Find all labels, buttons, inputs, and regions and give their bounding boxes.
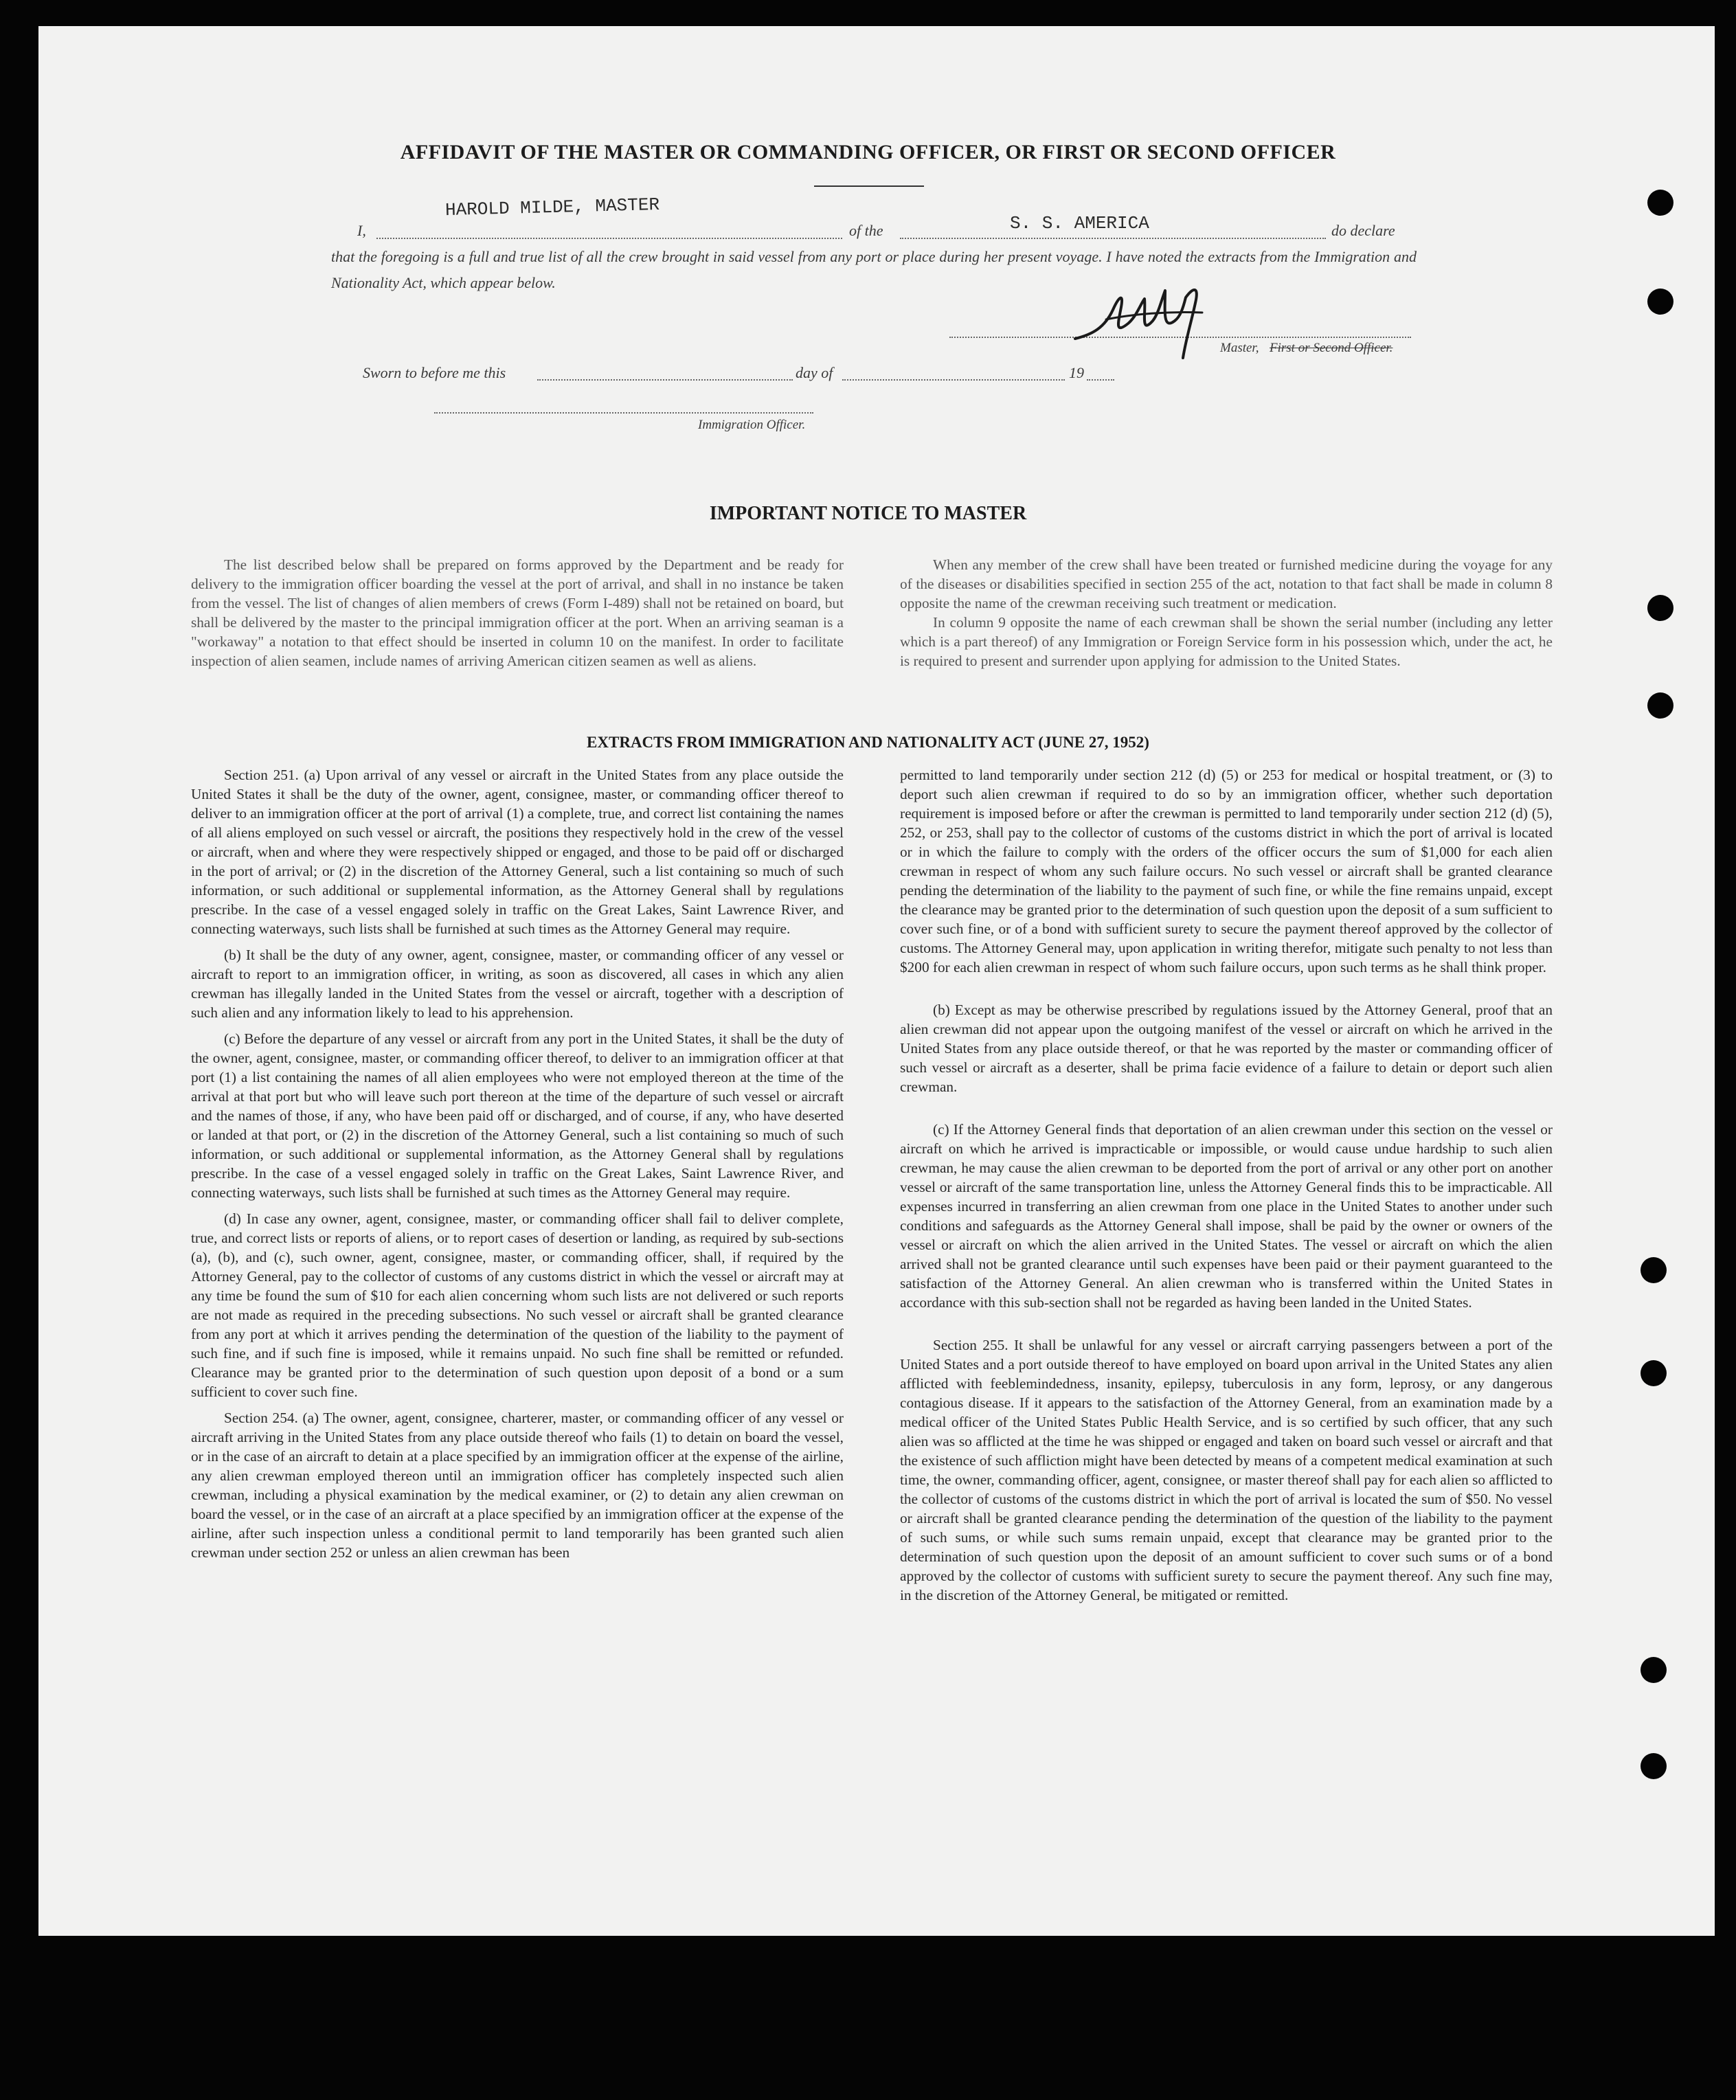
- notice-right-paragraph-1: When any member of the crew shall have been treated or furnished medicine during the voyage for any of the diseases or disabilities specified in section 255 of the act, notation to that fact shall be made in column 8 opposite the name of the crewman receiving such treatment or medication.: [900, 556, 1553, 611]
- signature-caption-struck: First or Second Officer.: [1270, 341, 1393, 355]
- vessel-name: S. S. AMERICA: [1010, 213, 1149, 234]
- punch-hole: [1641, 1657, 1667, 1683]
- notice-left-paragraph: The list described below shall be prepared on forms approved by the Department and be ready for delivery to the immigration officer boarding the vessel at the port of arrival, and shall in no instance be taken from the vessel. The list of changes of alien members of crews (Form I-489) shall not be retained on board, but shall be delivered by the master to the principal immigration officer at the port. When an arriving seaman is a "workaway" a notation to that effect should be inserted in column 10 on the manifest. In order to facilitate inspection of alien seamen, include names of arriving American citizen seamen as well as aliens.: [191, 556, 844, 669]
- title-underline: [814, 185, 924, 187]
- notice-right-column: [900, 555, 1553, 677]
- extracts-title: EXTRACTS FROM IMMIGRATION AND NATIONALITY ACT (JUNE 27, 1952): [587, 734, 1149, 751]
- sworn-month-line: [842, 363, 1065, 381]
- section-254-b: (b) Except as may be otherwise prescribed by regulations issued by the Attorney General, proof that an alien crewman did not appear upon the outgoing manifest of the vessel or aircraft on which he arrived in the United States from any place outside thereof, or that he was reported by the master or commanding officer of such vessel or aircraft as a deserter, shall be prima facie evidence of a failure to detain or deport such alien crewman.: [900, 1002, 1553, 1095]
- do-declare-label: do declare: [1331, 222, 1395, 239]
- year-prefix: 19: [1069, 364, 1084, 381]
- section-254-a: Section 254. (a) The owner, agent, consignee, charterer, master, or commanding officer of any vessel or aircraft arriving in the United States from any place outside thereof who fails (1) to detain on board the vessel, or in the case of an aircraft to detain at a place specified by an immigration officer at the expense of the airline, any alien crewman employed thereon until an immigration officer has completely inspected such alien crewman, including a physical examination by the medical examiner, or (2) to detain any alien crewman on board the vessel, or in the case of an aircraft at a place specified by an immigration officer at the expense of the airline, after such inspection unless a conditional permit to land temporarily has been granted such alien crewman under section 252 or unless an alien crewman has been: [191, 1410, 844, 1561]
- punch-hole: [1647, 595, 1673, 621]
- punch-hole: [1641, 1257, 1667, 1283]
- notice-title: IMPORTANT NOTICE TO MASTER: [709, 503, 1027, 524]
- declaration-text: that the foregoing is a full and true list of all the crew brought in said vessel from any port or place during her present voyage. I have noted the extracts from the Immigration and Nationality Act, which appear below.: [331, 248, 1417, 291]
- signature-caption-prefix: Master,: [1220, 341, 1259, 355]
- section-254-c: (c) If the Attorney General finds that deportation of an alien crewman under this section on the vessel or aircraft on which he arrived is impracticable or impossible, or would cause undue hardship to such alien crewman, he may cause the alien crewman to be deported from the port of arrival or any other port on another vessel or aircraft of the same transportation line, unless the Attorney General finds this to be impracticable. All expenses incurred in transferring an alien crewman from one place in the United States to another under such conditions and safeguards as the Attorney General shall impose, shall be paid by the owner or owners of the vessel or aircraft on which the alien arrived in the United States. The vessel or aircraft on which the alien arrived shall not be granted clearance until such expenses have been paid or their payment guaranteed to the satisfaction of the Attorney General. An alien crewman who is transferred within the United States in accordance with this sub-section shall not be regarded as having been landed in the United States.: [900, 1121, 1553, 1311]
- punch-hole: [1641, 1753, 1667, 1779]
- declarant-line: [376, 220, 842, 239]
- notice-left-column: [191, 555, 844, 677]
- extracts-left-column: [191, 765, 844, 1569]
- section-251-c: (c) Before the departure of any vessel or aircraft from any port in the United States, it shall be the duty of the owner, agent, consignee, master, or commanding officer thereof, to deliver to an immigration officer at that port (1) a list containing the names of all alien employees who were not employed thereon at the time of the arrival at that port but who will leave such port thereon at the time of the departure of such vessel or aircraft and the names of those, if any, who have been paid off or discharged, and of course, if any, who have deserted or landed at that port, or (2) in the discretion of the Attorney General, such a list containing so much of such information, or such additional or supplemental information, as the Attorney General shall by regulations prescribe. In the case of a vessel engaged solely in traffic on the Great Lakes, Saint Lawrence River, and connecting waterways, such lists shall be furnished at such times as the Attorney General may require.: [191, 1030, 844, 1201]
- of-the-label: of the: [849, 222, 883, 239]
- sworn-day-line: [537, 363, 793, 381]
- punch-hole: [1647, 190, 1673, 216]
- immigration-officer-line: [434, 397, 813, 414]
- section-251-b: (b) It shall be the duty of any owner, agent, consignee, master, or commanding officer of any vessel or aircraft to report to an immigration officer, in writing, as soon as discovered, all cases in which any alien crewman has illegally landed in the United States from the vessel or aircraft, together with a description of such alien and any information likely to lead to his apprehension.: [191, 947, 844, 1021]
- section-255: Section 255. It shall be unlawful for any vessel or aircraft carrying passengers between a port of the United States and a port outside thereof to have employed on board upon arrival in the United States any alien afflicted with feeblemindedness, insanity, epilepsy, tuberculosis in any form, leprosy, or any dangerous contagious disease. If it appears to the satisfaction of the Attorney General, from an examination made by a medical officer of the United States Public Health Service, and is so certified by such officer, that any such alien was so afflicted at the time he was shipped or engaged and taken on board such vessel or aircraft and that the existence of such affliction might have been detected by means of a competent medical examination at such time, the owner, commanding officer, agent, consignee, or master thereof shall pay for each alien so afflicted to the collector of customs of the customs district in which the port of arrival is located the sum of $50. No vessel or aircraft shall be granted clearance pending the determination of the question of the liability to the payment of such sums, or while such sums remain unpaid, except that clearance may be granted prior to the determination of such question upon the deposit of an amount sufficient to cover such sums or of a bond approved by the collector of customs with sufficient surety to secure the payment thereof. Any such fine may, in the discretion of the Attorney General, be mitigated or remitted.: [900, 1337, 1553, 1603]
- day-of-label: day of: [796, 364, 833, 381]
- section-251-a: Section 251. (a) Upon arrival of any vessel or aircraft in the United States from any place outside the United States it shall be the duty of the owner, agent, consignee, master, or commanding officer thereof to deliver to an immigration officer at the port of arrival (1) a complete, true, and correct list containing the names of all aliens employed on such vessel or aircraft, the positions they respectively hold in the crew of the vessel or aircraft, when and where they were respectively shipped or engaged, and those to be paid off or discharged in the port of arrival; or (2) in the discretion of the Attorney General, such a list containing so much of such information, or such additional or supplemental information, as the Attorney General shall by regulations prescribe. In the case of a vessel engaged solely in traffic on the Great Lakes, Saint Lawrence River, and connecting waterways, such lists shall be furnished at such times as the Attorney General may require.: [191, 767, 844, 937]
- affidavit-title: AFFIDAVIT OF THE MASTER OR COMMANDING OFFICER, OR FIRST OR SECOND OFFICER: [400, 141, 1336, 163]
- section-251-d: (d) In case any owner, agent, consignee, master, or commanding officer shall fail to deliver complete, true, and correct lists or reports of aliens, or to report cases of desertion or landing, as required by sub-sections (a), (b), and (c), such owner, agent, consignee, master, or commanding officer, shall, if required by the Attorney General, pay to the collector of customs of any customs district in which the vessel or aircraft may at any time be found the sum of $10 for each alien concerning whom such lists are not delivered or such reports are not made as required in the preceding subsections. No such vessel or aircraft shall be granted clearance from any port at which it arrives pending the determination of the question of the liability to the payment of such fine, and if such fine is imposed, while it remains unpaid. No such fine shall be remitted or refunded. Clearance may be granted prior to the determination of such question upon deposit of a bond or a sum sufficient to cover such fine.: [191, 1210, 844, 1400]
- punch-hole: [1641, 1360, 1667, 1386]
- master-signature: [1065, 271, 1230, 361]
- punch-hole: [1647, 692, 1673, 719]
- immigration-officer-caption: Immigration Officer.: [698, 418, 806, 432]
- punch-hole: [1647, 289, 1673, 315]
- extracts-right-column: [900, 765, 1553, 1612]
- section-254-a-continued: permitted to land temporarily under section 212 (d) (5) or 253 for medical or hospital treatment, or (3) to deport such alien crewman if required to do so by an immigration officer, whether such deportation requirement is imposed before or after the crewman is permitted to land temporarily under section 212 (d) (5), 252, or 253, shall pay to the collector of customs of the customs district in which the port of arrival is located or in which the failure to comply with the orders of the officer occurs the sum of $1,000 for each alien crewman in respect of whom any such failure occurs. No such vessel or aircraft shall be granted clearance pending the determination of the liability to the payment of such fine, or while the fine remains unpaid, except the clearance may be granted prior to the determination of such question upon the deposit of a sum sufficient to cover such fine, or of a bond with sufficient surety to secure the payment thereof approved by the collector of customs. The Attorney General may, upon application in writing therefor, mitigate such penalty to not less than $200 for each alien crewman in respect of whom such failure occurs, upon such terms as he shall think proper.: [900, 767, 1553, 975]
- sworn-year-line: [1087, 363, 1114, 381]
- declarant-name: HAROLD MILDE, MASTER: [444, 194, 660, 221]
- notice-right-paragraph-2: In column 9 opposite the name of each crewman shall be shown the serial number (including any letter which is a part thereof) of any Immigration or Foreign Service form in his possession which, under the act, he is required to present and surrender upon applying for admission to the United States.: [900, 614, 1553, 669]
- sworn-label: Sworn to before me this: [363, 364, 506, 381]
- i-label: I,: [357, 222, 366, 239]
